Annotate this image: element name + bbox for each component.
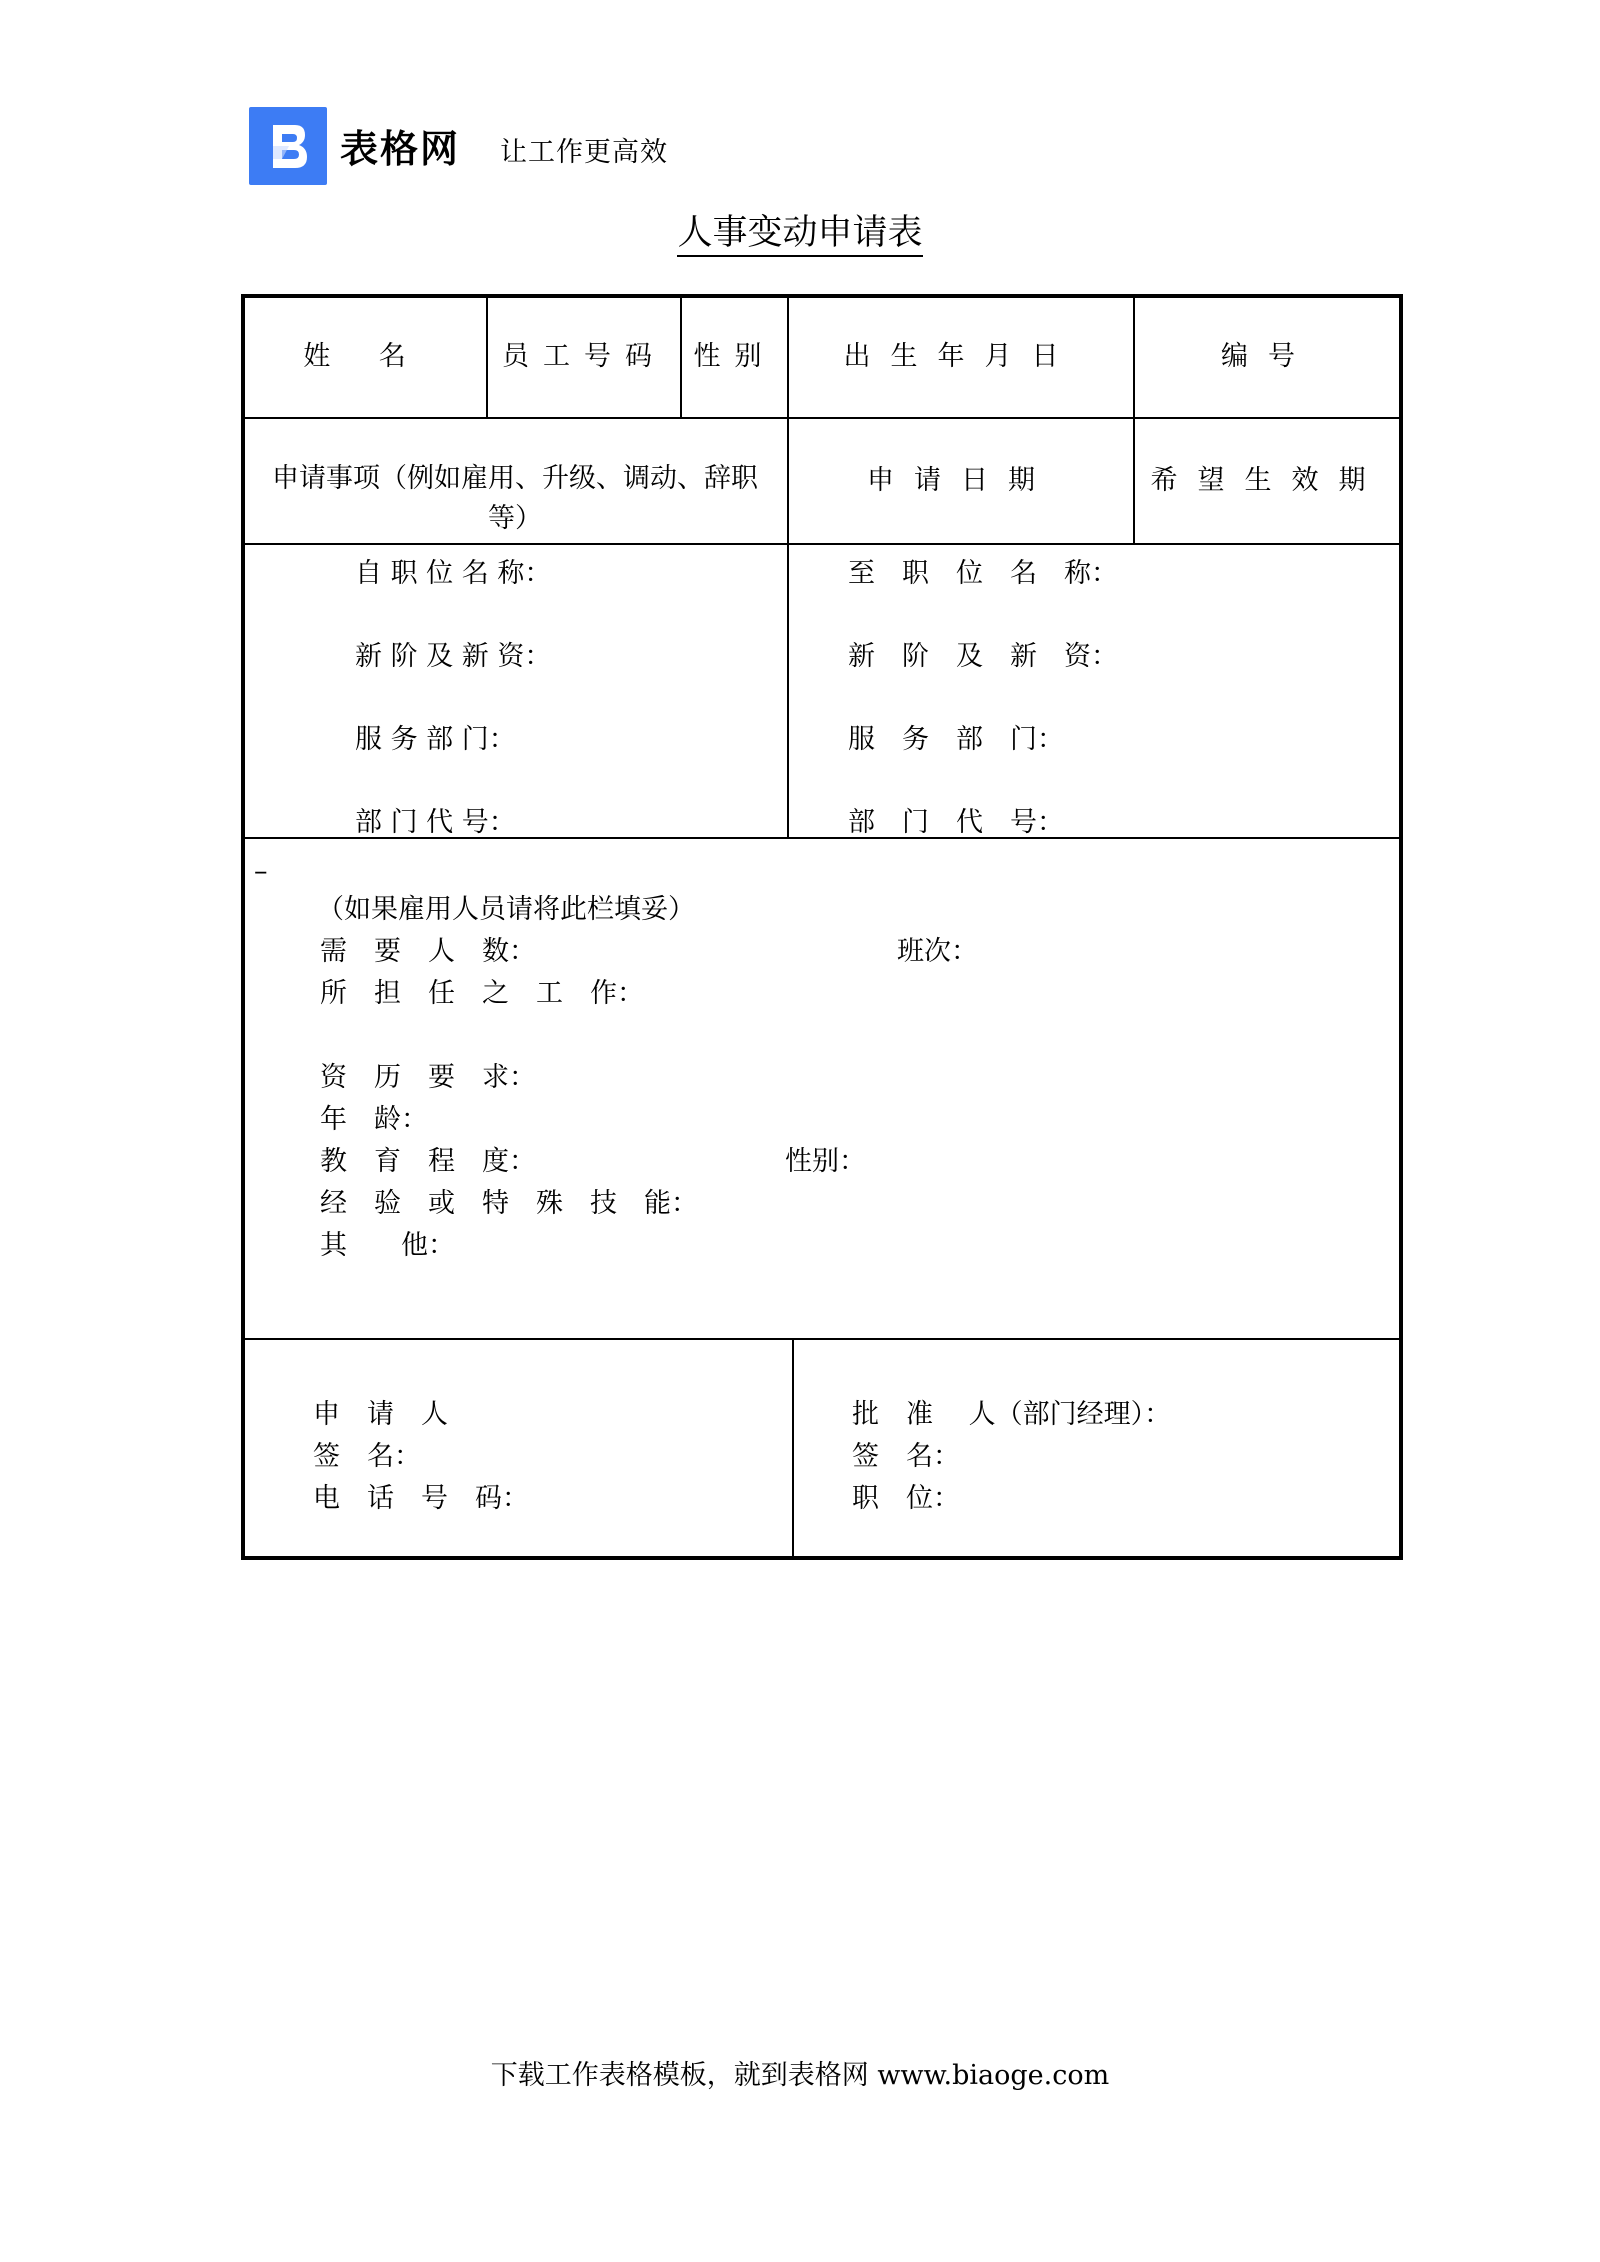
headcount-label: 需 要 人 数： <box>320 936 536 967</box>
from-dept-code-label: 部 门 代 号： <box>355 807 516 838</box>
birth-date-header: 出生年月日 <box>843 340 1079 372</box>
employee-no-header: 员工号码 <box>502 340 666 372</box>
approver-label: 批 准 人（部门经理）： <box>852 1399 1172 1430</box>
sex-label: 性别： <box>785 1146 866 1177</box>
footer-text: 下载工作表格模板，就到表格网 www.biaoge.com <box>490 2060 1110 2091</box>
effective-date-header: 希望生效期 <box>1150 465 1386 496</box>
education-label: 教 育 程 度： <box>320 1146 536 1177</box>
to-grade-salary-label: 新 阶 及 新 资： <box>848 641 1118 672</box>
from-position-label: 自 职 位 名 称： <box>355 558 552 589</box>
page-title <box>0 205 1600 255</box>
applicant-phone-label: 电 话 号 码： <box>313 1483 529 1514</box>
from-department-label: 服 务 部 门： <box>355 724 516 755</box>
application-date-header: 申请日期 <box>867 465 1055 496</box>
serial-no-header: 编号 <box>1221 340 1315 372</box>
approver-signature-label: 签 名： <box>852 1441 960 1472</box>
from-grade-salary-label: 新 阶 及 新 资： <box>355 641 552 672</box>
duties-label: 所 担 任 之 工 作： <box>320 978 644 1009</box>
application-item-header: 申请事项（例如雇用、升级、调动、辞职等） <box>272 463 758 534</box>
logo-icon <box>249 107 327 185</box>
other-label: 其 他： <box>320 1230 455 1261</box>
to-dept-code-label: 部 门 代 号： <box>848 807 1064 838</box>
row-divider-2 <box>243 543 1401 545</box>
experience-label: 经 验 或 特 殊 技 能： <box>320 1188 698 1219</box>
brand-name: 表格网 <box>340 127 461 171</box>
age-label: 年 龄： <box>320 1104 428 1135</box>
name-header: 姓 名 <box>303 340 426 372</box>
page-title-text: 人事变动申请表 <box>677 213 922 257</box>
logo <box>249 107 327 185</box>
qualifications-label: 资 历 要 求： <box>320 1062 536 1093</box>
applicant-label: 申 请 人 <box>313 1399 448 1430</box>
brand-slogan: 让工作更高效 <box>500 137 668 168</box>
approver-position-label: 职 位： <box>852 1483 960 1514</box>
hiring-dash: – <box>254 856 268 887</box>
to-position-label: 至 职 位 名 称： <box>848 558 1118 589</box>
row-divider-4 <box>243 1338 1401 1340</box>
col-divider-5 <box>792 1338 794 1558</box>
shift-label: 班次： <box>897 936 978 967</box>
to-department-label: 服 务 部 门： <box>848 724 1064 755</box>
applicant-signature-label: 签 名： <box>313 1441 421 1472</box>
hiring-note: （如果雇用人员请将此栏填妥） <box>317 894 695 925</box>
gender-header: 性别 <box>693 340 776 372</box>
